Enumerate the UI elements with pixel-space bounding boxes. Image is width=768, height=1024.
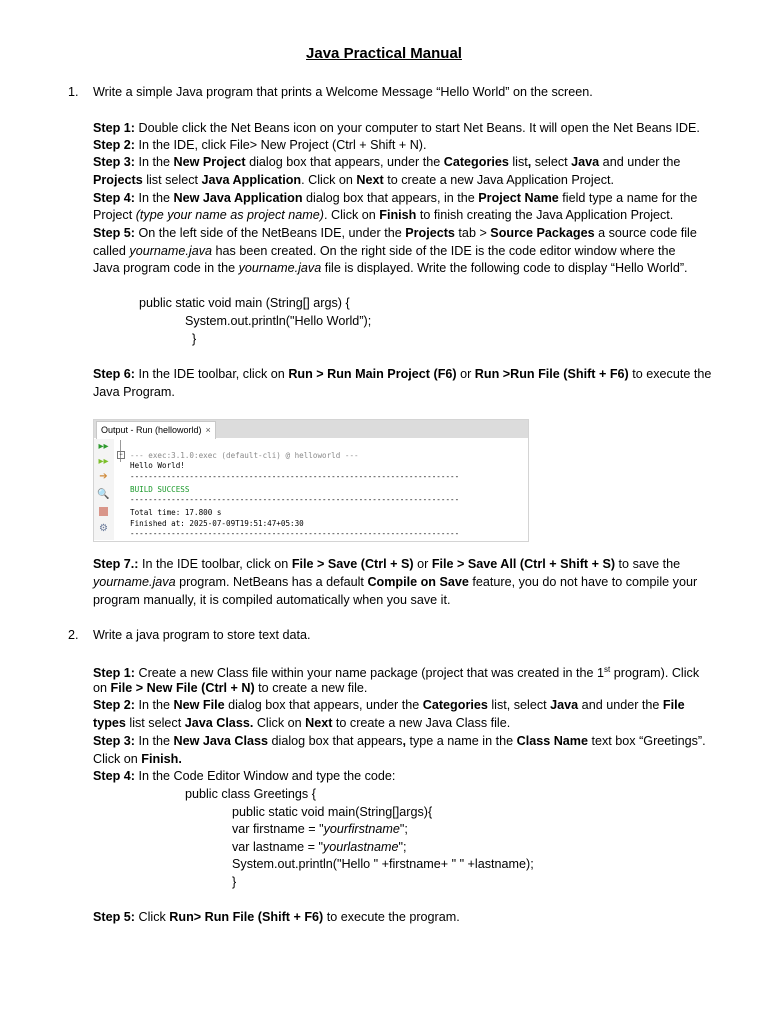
q1-code-line-1: public static void main (String[] args) { [139,296,350,310]
q2-step-4: Step 4: In the Code Editor Window and type the code: [93,769,396,783]
fold-icon[interactable]: − [117,451,125,459]
output-panel [93,419,529,542]
stop-icon[interactable] [97,506,110,518]
q2-code-line-3: var firstname = "yourfirstname"; [232,822,408,836]
q2-step-3: Step 3: In the New Java Class dialog box that appears, type a name in the Class Name text box “Greetings”. [93,734,706,748]
q2-step-1: Step 1: Create a new Class file within your name package (project that was created in the 1st program). Click [93,665,700,681]
output-line-1: --- exec:3.1.0:exec (default-cli) @ helloworld --- [130,451,359,460]
q2-code-line-6: } [232,875,237,889]
output-line-8: ------------------------------------------------------------------------ [130,529,460,538]
close-icon[interactable]: × [205,425,211,435]
q1-step-1: Step 1: Double click the Net Beans icon on your computer to start Net Beans. It will open the Net Beans IDE. [93,121,700,135]
q2-step-2-cont: types list select Java Class. Click on Next to create a new Java Class file. [93,716,511,730]
forward-icon[interactable]: ➔ [99,471,108,482]
q1-step-7-cont2: program manually, it is compiled automatically when you save it. [93,593,451,607]
settings-icon[interactable]: ⚙ [99,523,108,534]
rerun-with-options-icon[interactable]: ▸▸ [98,456,109,467]
q1-step-3: Step 3: In the New Project dialog box that appears, under the Categories list, select Java and under the [93,155,681,169]
question-1-text: Write a simple Java program that prints a Welcome Message “Hello World” on the screen. [93,85,593,99]
q2-step-5: Step 5: Click Run> Run File (Shift + F6) to execute the program. [93,910,460,924]
q2-code-line-1: public class Greetings { [185,787,316,801]
q2-code-line-5: System.out.println("Hello " +firstname+ " " +lastname); [232,857,534,871]
rerun-icon[interactable]: ▸▸ [98,441,109,452]
output-tab-bar [94,420,528,438]
q1-step-4: Step 4: In the New Java Application dialog box that appears, in the Project Name field type a name for the [93,191,698,205]
q2-code-line-2: public static void main(String[]args){ [232,805,433,819]
q1-step-5-cont2: Java program code in the yourname.java file is displayed. Write the following code to display “Hello World”. [93,261,688,275]
output-line-6: Total time: 17.800 s [130,508,222,517]
output-tab[interactable]: Output - Run (helloworld) × [96,421,216,439]
q1-code-line-2: System.out.println("Hello World”); [185,314,372,328]
search-icon[interactable]: 🔍 [97,489,110,500]
output-gutter [94,439,114,540]
output-line-2: Hello World! [130,461,185,470]
q2-step-2: Step 2: In the New File dialog box that appears, under the Categories list, select Java and under the File [93,698,685,712]
question-number-2: 2. [68,628,79,642]
q2-step-1-cont: on File > New File (Ctrl + N) to create a new file. [93,681,368,695]
output-line-4: BUILD SUCCESS [130,485,190,494]
question-2-text: Write a java program to store text data. [93,628,311,642]
q1-step-7: Step 7.: In the IDE toolbar, click on File > Save (Ctrl + S) or File > Save All (Ctrl + Shift + S) to save the [93,557,681,571]
q2-code-line-4: var lastname = "yourlastname"; [232,840,407,854]
output-line-3: ------------------------------------------------------------------------ [130,472,460,481]
q1-step-5: Step 5: On the left side of the NetBeans IDE, under the Projects tab > Source Packages a source code file [93,226,697,240]
q1-step-4-cont: Project (type your name as project name). Click on Finish to finish creating the Java Application Project. [93,208,674,222]
output-line-5: ------------------------------------------------------------------------ [130,495,460,504]
output-line-7: Finished at: 2025-07-09T19:51:47+05:30 [130,519,304,528]
q2-step-3-cont: Click on Finish. [93,752,182,766]
q1-code-line-3: } [192,332,197,346]
page-title: Java Practical Manual [306,45,462,62]
q1-step-3-cont: Projects list select Java Application. Click on Next to create a new Java Application Project. [93,173,615,187]
q1-step-2: Step 2: In the IDE, click File> New Project (Ctrl + Shift + N). [93,138,427,152]
q1-step-5-cont: called yourname.java has been created. On the right side of the IDE is the code editor window where the [93,244,676,258]
q1-step-6: Step 6: In the IDE toolbar, click on Run > Run Main Project (F6) or Run >Run File (Shift + F6) to execute the [93,367,712,381]
question-number-1: 1. [68,85,79,99]
q1-step-6-cont: Java Program. [93,385,175,399]
q1-step-7-cont: yourname.java program. NetBeans has a default Compile on Save feature, you do not have to compile your [93,575,698,589]
